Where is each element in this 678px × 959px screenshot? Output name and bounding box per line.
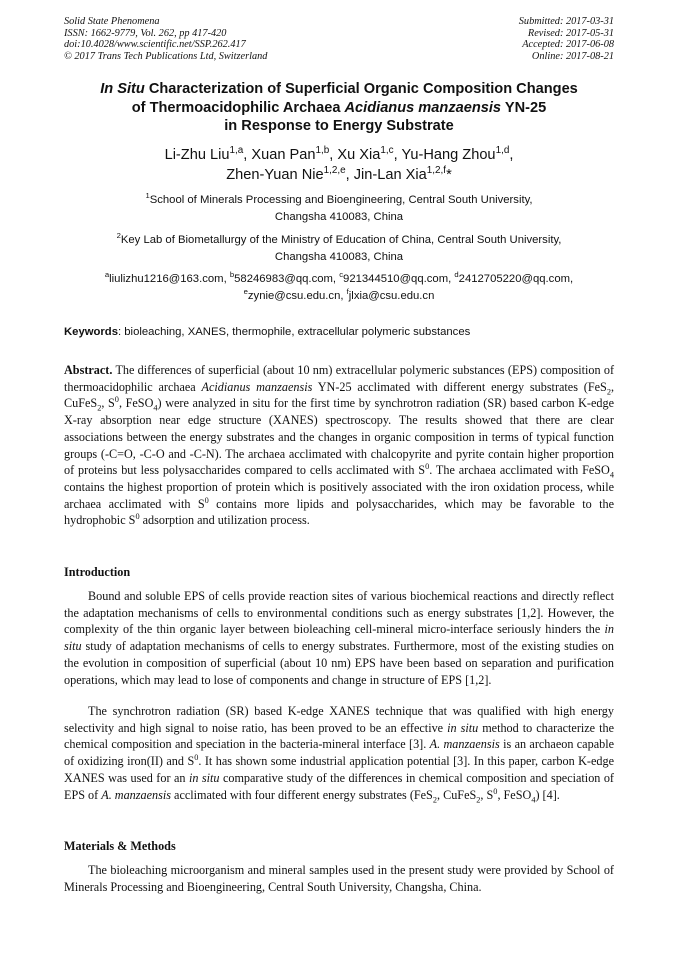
author-name: Zhen-Yuan Nie bbox=[226, 167, 324, 183]
text-run: . The archaea acclimated with FeSO bbox=[429, 463, 610, 478]
title-part: In Situ bbox=[100, 81, 145, 97]
affil-text: School of Minerals Processing and Bioengineering, Central South University, bbox=[149, 194, 533, 206]
author-name: , Jin-Lan Xia bbox=[345, 167, 427, 183]
italic-term: in situ bbox=[64, 622, 614, 654]
author-name: , Yu-Hang Zhou bbox=[393, 147, 496, 163]
text-run: The differences of superficial (about 10 nm) extracellular polymeric substances (EPS) composition of thermoacidophilic archaea bbox=[64, 363, 614, 394]
doi-line: doi:10.4028/www.scientific.net/SSP.262.417 bbox=[64, 39, 246, 51]
text-run: ) [4]. bbox=[535, 787, 560, 802]
email-mark: d bbox=[454, 270, 459, 280]
title-part: in Response to Energy Substrate bbox=[224, 118, 454, 134]
email-mark: b bbox=[229, 270, 235, 280]
text-run: contains the highest proportion of protein which is positively associated with the iron oxidation process, while archaea acclimated with S bbox=[64, 479, 614, 511]
text-run: , CuFeS bbox=[64, 379, 614, 411]
text-run: , S bbox=[101, 396, 115, 411]
affil-text: Changsha 410083, China bbox=[274, 251, 404, 263]
email-link[interactable]: zynie@csu.edu.cn, bbox=[247, 290, 347, 302]
text-run: Bound and soluble EPS of cells provide reaction sites of various biochemical reactions and directly reflect the adaptation mechanisms of cells to environmental conditions such as energy substrates [1,2]. However, the complexity of the thin organic layer between bioleaching cell-mineral micro-interface seriously hinders the bbox=[64, 589, 614, 637]
subscript: 4 bbox=[609, 470, 614, 480]
email-mark: f bbox=[346, 287, 349, 297]
author-affil: 1,b bbox=[315, 145, 330, 157]
author-name: Li-Zhu Liu bbox=[164, 147, 230, 163]
introduction-paragraph-1 bbox=[64, 588, 614, 688]
text-run: comparative study of the differences in chemical composition and speciation of EPS of bbox=[64, 770, 614, 802]
abstract-label: Abstract. bbox=[64, 363, 113, 377]
text-run: method to characterize the chemical composition and speciation in the bacteria-mineral interface [3]. bbox=[64, 720, 614, 752]
text-run: ) were analyzed in situ for the first time by synchrotron radiation (SR) based carbon K-edge X-ray absorption near edge structure (XANES) spectroscopy. The results showed that there are clear associations between the energy substrates and the changes in organic composition in terms of typical function groups (-C=O, -C-O and -C-N). The archaea acclimated with chalcopyrite and pyrite contain higher proportion of proteins but less polysaccharides compared to cells acclimated with S bbox=[64, 396, 614, 478]
superscript: 0 bbox=[425, 462, 430, 472]
text-run: YN-25 acclimated with different energy substrates (FeS bbox=[312, 379, 607, 394]
author-name: , Xu Xia bbox=[329, 147, 381, 163]
section-heading-introduction: Introduction bbox=[64, 565, 131, 579]
affiliation-2 bbox=[40, 232, 638, 266]
subscript: 2 bbox=[476, 794, 481, 804]
title-part: YN-25 bbox=[501, 99, 547, 116]
text-run: , S bbox=[480, 787, 494, 802]
author-affil: 1,2,e bbox=[323, 165, 346, 177]
superscript: 0 bbox=[194, 753, 199, 763]
author-affil: 1,d bbox=[495, 145, 510, 157]
author-name: , Xuan Pan bbox=[243, 147, 316, 163]
methods-paragraph-1: The bioleaching microorganism and mineral samples used in the present study were provided by School of Minerals Processing and Bioengineering, Central South University, Changsha, China. bbox=[64, 863, 614, 894]
email-mark: c bbox=[339, 270, 344, 280]
author-affil: 1,a bbox=[229, 145, 244, 157]
species-name: A. manzaensis bbox=[429, 737, 500, 752]
keywords-line bbox=[64, 324, 614, 341]
issn-line: ISSN: 1662-9779, Vol. 262, pp 417-420 bbox=[64, 27, 227, 39]
keywords-text: : bioleaching, XANES, thermophile, extracellular polymeric substances bbox=[118, 326, 471, 338]
email-link[interactable]: 2412705220@qq.com, bbox=[458, 273, 574, 285]
text-run: , FeSO bbox=[118, 396, 154, 411]
keywords-label: Keywords bbox=[64, 326, 118, 338]
text-run: acclimated with four different energy substrates (FeS bbox=[171, 787, 433, 802]
title-part: Acidianus manzaensis bbox=[344, 99, 502, 116]
affil-number: 1 bbox=[145, 191, 150, 201]
text-run: study of adaptation mechanisms of cells to energy substrates. Furthermore, most of the existing studies on the evolution in composition of superficial (about 10 nm) EPS have been based on separation and purification operations, which may lead to lose of components and change in structure of EPS [1,2]. bbox=[64, 639, 614, 687]
email-link[interactable]: 58246983@qq.com, bbox=[234, 273, 340, 285]
text-run: , CuFeS bbox=[436, 787, 477, 802]
text-run: , FeSO bbox=[497, 787, 532, 802]
title-part: of Thermoacidophilic Archaea bbox=[131, 99, 345, 116]
submitted-date: Submitted: 2017-03-31 bbox=[518, 16, 614, 27]
subscript: 2 bbox=[97, 403, 102, 413]
email-mark: a bbox=[104, 270, 110, 280]
affiliation-1 bbox=[40, 192, 638, 226]
species-name: A. manzaensis bbox=[101, 787, 171, 802]
subscript: 2 bbox=[432, 794, 437, 804]
superscript: 0 bbox=[135, 512, 140, 522]
journal-name: Solid State Phenomena bbox=[64, 16, 160, 27]
text-run: . It has shown some industrial application potential [3]. In this paper, carbon K-edge XANES was used for an bbox=[64, 754, 614, 785]
text-run: The synchrotron radiation (SR) based K-edge XANES technique that was qualified with high energy selectivity and high signal to noise ratio, has been proved to be an effective bbox=[64, 704, 614, 735]
superscript: 0 bbox=[114, 395, 119, 405]
superscript: 0 bbox=[493, 786, 498, 796]
affil-number: 2 bbox=[116, 231, 121, 241]
online-date: Online: 2017-08-21 bbox=[531, 50, 614, 62]
corresponding-star: * bbox=[446, 167, 452, 183]
author-affil: 1,c bbox=[380, 145, 394, 157]
email-link[interactable]: liulizhu1216@163.com, bbox=[109, 273, 230, 285]
subscript: 4 bbox=[153, 403, 158, 413]
journal-header bbox=[64, 16, 267, 62]
email-link[interactable]: 921344510@qq.com, bbox=[343, 273, 455, 285]
subscript: 4 bbox=[531, 794, 536, 804]
superscript: 0 bbox=[204, 495, 209, 505]
affil-text: Changsha 410083, China bbox=[274, 211, 404, 223]
text-run: contains more lipids and polysaccharides, which may be favorable to the hydrophobic S bbox=[64, 496, 614, 528]
email-mark: e bbox=[243, 287, 248, 297]
introduction-paragraph-2 bbox=[64, 703, 614, 803]
italic-term: in situ bbox=[188, 770, 220, 785]
dates-header bbox=[519, 16, 614, 62]
subscript: 2 bbox=[606, 387, 611, 397]
text-run: is an archaeon capable of oxidizing iron(II) and S bbox=[64, 737, 614, 769]
author-affil: 1,2,f bbox=[426, 165, 447, 177]
affil-text: Key Lab of Biometallurgy of the Ministry of Education of China, Central South University, bbox=[120, 234, 562, 246]
section-heading-methods: Materials & Methods bbox=[64, 839, 176, 853]
revised-date: Revised: 2017-05-31 bbox=[527, 27, 614, 39]
author-separator: , bbox=[509, 147, 514, 163]
email-list bbox=[40, 271, 638, 305]
species-name: Acidianus manzaensis bbox=[201, 379, 313, 394]
abstract-paragraph bbox=[64, 362, 614, 529]
paper-title bbox=[40, 80, 638, 136]
author-list bbox=[40, 145, 638, 185]
copyright-line: © 2017 Trans Tech Publications Ltd, Switzerland bbox=[64, 50, 268, 62]
accepted-date: Accepted: 2017-06-08 bbox=[522, 39, 614, 51]
italic-term: in situ bbox=[447, 720, 479, 735]
email-link[interactable]: jlxia@csu.edu.cn bbox=[348, 290, 435, 302]
text-run: adsorption and utilization process. bbox=[139, 513, 310, 528]
title-part: Characterization of Superficial Organic Composition Changes bbox=[144, 81, 578, 97]
